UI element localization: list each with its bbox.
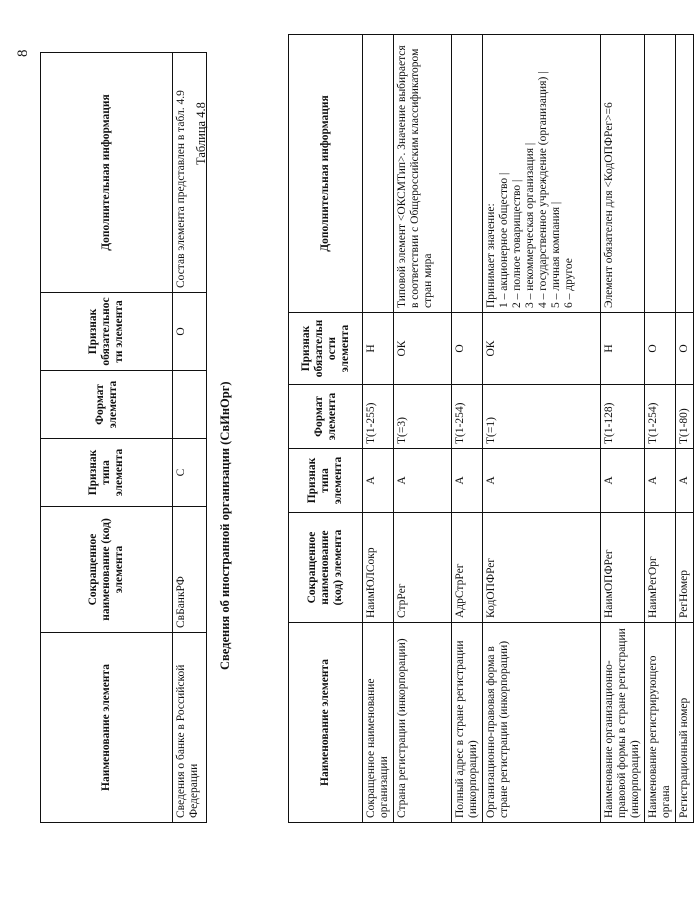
table-cell: А <box>601 449 645 513</box>
table-cell <box>645 35 676 313</box>
table-foreign-org <box>288 34 694 823</box>
table-cell: Наименование регистрирующего органа <box>645 623 676 823</box>
table-cell: А <box>452 449 483 513</box>
table-cell: ОК <box>394 313 452 385</box>
table-cell: СвБанкРФ <box>173 507 207 633</box>
table-cell: T(=1) <box>483 385 601 449</box>
header-cell: Наименование элемента <box>41 633 173 823</box>
table-cell: ОК <box>483 313 601 385</box>
table-row <box>394 35 452 823</box>
header-cell: Наименование элемента <box>289 623 363 823</box>
table-row <box>601 35 645 823</box>
page-number: 8 <box>15 49 31 57</box>
table-cell: T(1-80) <box>676 385 694 449</box>
table-cell: Принимает значение: 1 – акционерное общество | 2 – полное товарищество | 3 – некоммерческая организация | 4 – государственное учреждение (организация) | 5 – личная компания | 6 – другое <box>483 35 601 313</box>
table-cell: Состав элемента представлен в табл. 4.9 <box>173 53 207 293</box>
header-cell: Формат элемента <box>289 385 363 449</box>
table-cell: Элемент обязателен для <КодОПФРег>=6 <box>601 35 645 313</box>
header-cell: Признак обязательности элемента <box>289 313 363 385</box>
table-cell: О <box>676 313 694 385</box>
table-cell <box>173 371 207 439</box>
table-cell: T(1-254) <box>452 385 483 449</box>
table-cell: О <box>645 313 676 385</box>
table-cell: T(=3) <box>394 385 452 449</box>
table-cell: С <box>173 439 207 507</box>
table-cell <box>363 35 394 313</box>
table-cell: НаимОПФРег <box>601 513 645 623</box>
table-label: Таблица 4.8 <box>194 102 208 165</box>
table-cell: О <box>173 293 207 371</box>
table-row <box>363 35 394 823</box>
header-cell: Признак типа элемента <box>41 439 173 507</box>
table-row <box>483 35 601 823</box>
table-cell: А <box>645 449 676 513</box>
table-cell: Сведения о банке в Российской Федерации <box>173 633 207 823</box>
table-cell: Н <box>363 313 394 385</box>
table-cell: А <box>363 449 394 513</box>
table-cell: Регистрационный номер <box>676 623 694 823</box>
table-cell: О <box>452 313 483 385</box>
table-cell: T(1-254) <box>645 385 676 449</box>
table-cell: АдрСтрРег <box>452 513 483 623</box>
table-cell: СтрРег <box>394 513 452 623</box>
header-cell: Признак типа элемента <box>289 449 363 513</box>
table-row <box>452 35 483 823</box>
header-cell: Формат элемента <box>41 371 173 439</box>
header-cell: Признак обязательности элемента <box>41 293 173 371</box>
table-cell <box>452 35 483 313</box>
table-cell: НаимЮЛСокр <box>363 513 394 623</box>
table-cell: Наименование организационно-правовой формы в стране регистрации (инкорпорации) <box>601 623 645 823</box>
table-row <box>676 35 694 823</box>
header-cell: Сокращенное наименование (код) элемента <box>289 513 363 623</box>
table-cell: А <box>394 449 452 513</box>
table-cell: КодОПФРег <box>483 513 601 623</box>
header-cell: Дополнительная информация <box>289 35 363 313</box>
table-cell: T(1-255) <box>363 385 394 449</box>
table-cell: Организационно-правовая форма в стране регистрации (инкорпорации) <box>483 623 601 823</box>
table-cell: НаимРегОрг <box>645 513 676 623</box>
table-cell: T(1-128) <box>601 385 645 449</box>
table-cell: А <box>483 449 601 513</box>
table-row <box>645 35 676 823</box>
table-header-row <box>41 53 173 823</box>
table-caption: Сведения об иностранной организации (СвИнОрг) <box>218 381 232 670</box>
table-cell: Сокращенное наименование организации <box>363 623 394 823</box>
table-cell: Типовой элемент <ОКСМТип>. Значение выбирается в соответствии с Общероссийским классификатором стран мира <box>394 35 452 313</box>
table-bank-info <box>40 52 207 823</box>
table-cell <box>676 35 694 313</box>
table-cell: Полный адрес в стране регистрации (инкорпорации) <box>452 623 483 823</box>
table-cell: Н <box>601 313 645 385</box>
header-cell: Дополнительная информация <box>41 53 173 293</box>
table-cell: РегНомер <box>676 513 694 623</box>
table-cell: А <box>676 449 694 513</box>
header-cell: Сокращенное наименование (код) элемента <box>41 507 173 633</box>
table-header-row <box>289 35 363 823</box>
table-row <box>173 53 207 823</box>
table-cell: Страна регистрации (инкорпорации) <box>394 623 452 823</box>
